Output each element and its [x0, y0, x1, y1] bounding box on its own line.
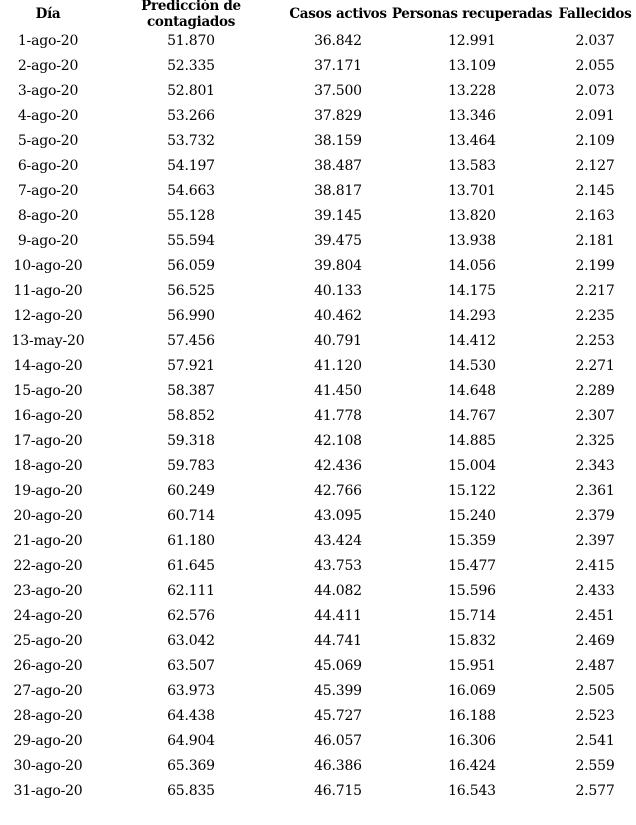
cell-casos-activos: 39.475 [314, 232, 362, 249]
cell-prediccion: 55.128 [167, 207, 215, 224]
cell-recuperadas: 16.188 [448, 707, 496, 724]
cell-casos-activos: 42.766 [314, 482, 362, 499]
table-row [0, 603, 636, 628]
cell-casos-activos: 41.450 [314, 382, 362, 399]
cell-recuperadas: 16.543 [448, 782, 496, 799]
cell-fallecidos: 2.127 [575, 157, 615, 174]
cell-recuperadas: 15.596 [448, 582, 496, 599]
cell-recuperadas: 16.306 [448, 732, 496, 749]
cell-fallecidos: 2.379 [575, 507, 615, 524]
cell-casos-activos: 39.145 [314, 207, 362, 224]
table-row [0, 53, 636, 78]
cell-prediccion: 56.990 [167, 307, 215, 324]
table-body [0, 28, 636, 803]
cell-prediccion: 54.663 [167, 182, 215, 199]
cell-fallecidos: 2.505 [575, 682, 615, 699]
cell-dia: 23-ago-20 [13, 582, 83, 599]
cell-casos-activos: 42.108 [314, 432, 362, 449]
cell-recuperadas: 14.056 [448, 257, 496, 274]
header-prediccion: Predicción de contagiados [141, 0, 241, 30]
cell-dia: 16-ago-20 [13, 407, 83, 424]
table-row [0, 703, 636, 728]
cell-dia: 11-ago-20 [13, 282, 83, 299]
cell-prediccion: 63.042 [167, 632, 215, 649]
cell-dia: 10-ago-20 [13, 257, 83, 274]
table-row [0, 278, 636, 303]
table-row [0, 28, 636, 53]
cell-casos-activos: 45.069 [314, 657, 362, 674]
cell-fallecidos: 2.523 [575, 707, 615, 724]
table-row [0, 578, 636, 603]
cell-recuperadas: 15.951 [448, 657, 496, 674]
cell-casos-activos: 44.082 [314, 582, 362, 599]
table-row [0, 778, 636, 803]
table-row [0, 678, 636, 703]
cell-casos-activos: 46.715 [314, 782, 362, 799]
cell-prediccion: 60.714 [167, 507, 215, 524]
cell-dia: 19-ago-20 [13, 482, 83, 499]
table-row [0, 553, 636, 578]
cell-dia: 3-ago-20 [17, 82, 79, 99]
cell-recuperadas: 14.885 [448, 432, 496, 449]
table-row [0, 628, 636, 653]
cell-recuperadas: 13.820 [448, 207, 496, 224]
cell-recuperadas: 14.767 [448, 407, 496, 424]
cell-casos-activos: 43.095 [314, 507, 362, 524]
cell-fallecidos: 2.199 [575, 257, 615, 274]
cell-recuperadas: 13.701 [448, 182, 496, 199]
cell-recuperadas: 12.991 [448, 32, 496, 49]
cell-casos-activos: 41.778 [314, 407, 362, 424]
cell-fallecidos: 2.433 [575, 582, 615, 599]
cell-casos-activos: 39.804 [314, 257, 362, 274]
cell-recuperadas: 15.714 [448, 607, 496, 624]
cell-casos-activos: 46.057 [314, 732, 362, 749]
cell-recuperadas: 15.004 [448, 457, 496, 474]
cell-recuperadas: 15.477 [448, 557, 496, 574]
cell-recuperadas: 16.069 [448, 682, 496, 699]
table-row [0, 228, 636, 253]
table-row [0, 78, 636, 103]
header-recuperadas: Personas recuperadas [391, 6, 553, 22]
cell-dia: 1-ago-20 [17, 32, 79, 49]
cell-fallecidos: 2.253 [575, 332, 615, 349]
cell-casos-activos: 45.727 [314, 707, 362, 724]
cell-fallecidos: 2.163 [575, 207, 615, 224]
cell-fallecidos: 2.271 [575, 357, 615, 374]
cell-fallecidos: 2.343 [575, 457, 615, 474]
cell-prediccion: 65.369 [167, 757, 215, 774]
cell-dia: 12-ago-20 [13, 307, 83, 324]
cell-recuperadas: 16.424 [448, 757, 496, 774]
cell-recuperadas: 14.175 [448, 282, 496, 299]
cell-dia: 6-ago-20 [17, 157, 79, 174]
cell-recuperadas: 13.938 [448, 232, 496, 249]
cell-casos-activos: 44.741 [314, 632, 362, 649]
cell-dia: 25-ago-20 [13, 632, 83, 649]
cell-dia: 14-ago-20 [13, 357, 83, 374]
cell-dia: 30-ago-20 [13, 757, 83, 774]
cell-fallecidos: 2.091 [575, 107, 615, 124]
cell-casos-activos: 40.791 [314, 332, 362, 349]
cell-fallecidos: 2.325 [575, 432, 615, 449]
table-row [0, 378, 636, 403]
cell-dia: 29-ago-20 [13, 732, 83, 749]
cell-casos-activos: 37.829 [314, 107, 362, 124]
cell-fallecidos: 2.145 [575, 182, 615, 199]
header-fallecidos: Fallecidos [558, 6, 632, 22]
cell-prediccion: 57.921 [167, 357, 215, 374]
table-row [0, 528, 636, 553]
table-row [0, 753, 636, 778]
cell-fallecidos: 2.397 [575, 532, 615, 549]
cell-prediccion: 63.507 [167, 657, 215, 674]
cell-dia: 15-ago-20 [13, 382, 83, 399]
cell-recuperadas: 15.359 [448, 532, 496, 549]
cell-prediccion: 61.645 [167, 557, 215, 574]
cell-dia: 7-ago-20 [17, 182, 79, 199]
table-row [0, 103, 636, 128]
cell-casos-activos: 38.159 [314, 132, 362, 149]
cell-casos-activos: 45.399 [314, 682, 362, 699]
cell-recuperadas: 13.464 [448, 132, 496, 149]
cell-prediccion: 53.732 [167, 132, 215, 149]
cell-recuperadas: 14.530 [448, 357, 496, 374]
table-header [0, 0, 636, 28]
cell-dia: 26-ago-20 [13, 657, 83, 674]
cell-fallecidos: 2.307 [575, 407, 615, 424]
cell-prediccion: 54.197 [167, 157, 215, 174]
cell-casos-activos: 38.817 [314, 182, 362, 199]
cell-prediccion: 65.835 [167, 782, 215, 799]
cell-dia: 18-ago-20 [13, 457, 83, 474]
cell-casos-activos: 38.487 [314, 157, 362, 174]
cell-prediccion: 62.576 [167, 607, 215, 624]
cell-fallecidos: 2.037 [575, 32, 615, 49]
cell-prediccion: 64.904 [167, 732, 215, 749]
cell-fallecidos: 2.541 [575, 732, 615, 749]
cell-recuperadas: 13.109 [448, 57, 496, 74]
cell-dia: 9-ago-20 [17, 232, 79, 249]
cell-prediccion: 60.249 [167, 482, 215, 499]
cell-dia: 17-ago-20 [13, 432, 83, 449]
cell-fallecidos: 2.415 [575, 557, 615, 574]
header-casos-activos: Casos activos [289, 6, 387, 22]
cell-fallecidos: 2.559 [575, 757, 615, 774]
table-row [0, 503, 636, 528]
table-row [0, 153, 636, 178]
cell-dia: 20-ago-20 [13, 507, 83, 524]
cell-fallecidos: 2.487 [575, 657, 615, 674]
header-dia: Día [35, 6, 61, 22]
cell-fallecidos: 2.361 [575, 482, 615, 499]
cell-prediccion: 62.111 [167, 582, 215, 599]
cell-recuperadas: 14.648 [448, 382, 496, 399]
cell-fallecidos: 2.073 [575, 82, 615, 99]
cell-casos-activos: 40.462 [314, 307, 362, 324]
table-row [0, 303, 636, 328]
cell-fallecidos: 2.289 [575, 382, 615, 399]
cell-recuperadas: 13.583 [448, 157, 496, 174]
cell-recuperadas: 15.240 [448, 507, 496, 524]
cell-recuperadas: 13.346 [448, 107, 496, 124]
table-row [0, 253, 636, 278]
table-row [0, 403, 636, 428]
cell-casos-activos: 44.411 [314, 607, 362, 624]
cell-fallecidos: 2.217 [575, 282, 615, 299]
table-row [0, 203, 636, 228]
table-row [0, 453, 636, 478]
cell-prediccion: 56.059 [167, 257, 215, 274]
cell-dia: 2-ago-20 [17, 57, 79, 74]
cell-fallecidos: 2.451 [575, 607, 615, 624]
cell-fallecidos: 2.577 [575, 782, 615, 799]
cell-recuperadas: 15.832 [448, 632, 496, 649]
cell-prediccion: 55.594 [167, 232, 215, 249]
cell-prediccion: 59.318 [167, 432, 215, 449]
cell-dia: 28-ago-20 [13, 707, 83, 724]
cell-casos-activos: 40.133 [314, 282, 362, 299]
cell-casos-activos: 43.753 [314, 557, 362, 574]
cell-casos-activos: 37.500 [314, 82, 362, 99]
cell-prediccion: 56.525 [167, 282, 215, 299]
cell-casos-activos: 41.120 [314, 357, 362, 374]
cell-dia: 24-ago-20 [13, 607, 83, 624]
cell-dia: 22-ago-20 [13, 557, 83, 574]
cell-recuperadas: 14.293 [448, 307, 496, 324]
table-row [0, 328, 636, 353]
cell-fallecidos: 2.235 [575, 307, 615, 324]
cell-dia: 5-ago-20 [17, 132, 79, 149]
cell-dia: 27-ago-20 [13, 682, 83, 699]
cell-casos-activos: 37.171 [314, 57, 362, 74]
cell-prediccion: 58.852 [167, 407, 215, 424]
cell-recuperadas: 13.228 [448, 82, 496, 99]
cell-prediccion: 59.783 [167, 457, 215, 474]
cell-fallecidos: 2.469 [575, 632, 615, 649]
cell-dia: 4-ago-20 [17, 107, 79, 124]
cell-fallecidos: 2.055 [575, 57, 615, 74]
table-row [0, 128, 636, 153]
table-row [0, 353, 636, 378]
cell-prediccion: 53.266 [167, 107, 215, 124]
cell-casos-activos: 36.842 [314, 32, 362, 49]
table-row [0, 428, 636, 453]
cell-prediccion: 61.180 [167, 532, 215, 549]
cell-prediccion: 57.456 [167, 332, 215, 349]
cell-dia: 31-ago-20 [13, 782, 83, 799]
cell-recuperadas: 15.122 [448, 482, 496, 499]
table-row [0, 653, 636, 678]
cell-casos-activos: 46.386 [314, 757, 362, 774]
cell-prediccion: 52.801 [167, 82, 215, 99]
table-row [0, 478, 636, 503]
cell-fallecidos: 2.181 [575, 232, 615, 249]
cell-casos-activos: 43.424 [314, 532, 362, 549]
cell-prediccion: 51.870 [167, 32, 215, 49]
cell-recuperadas: 14.412 [448, 332, 496, 349]
cell-fallecidos: 2.109 [575, 132, 615, 149]
cell-prediccion: 52.335 [167, 57, 215, 74]
cell-prediccion: 64.438 [167, 707, 215, 724]
cell-dia: 8-ago-20 [17, 207, 79, 224]
table-row [0, 728, 636, 753]
cell-casos-activos: 42.436 [314, 457, 362, 474]
cell-dia: 21-ago-20 [13, 532, 83, 549]
table-row [0, 178, 636, 203]
cell-prediccion: 63.973 [167, 682, 215, 699]
cell-prediccion: 58.387 [167, 382, 215, 399]
cell-dia: 13-may-20 [11, 332, 85, 349]
